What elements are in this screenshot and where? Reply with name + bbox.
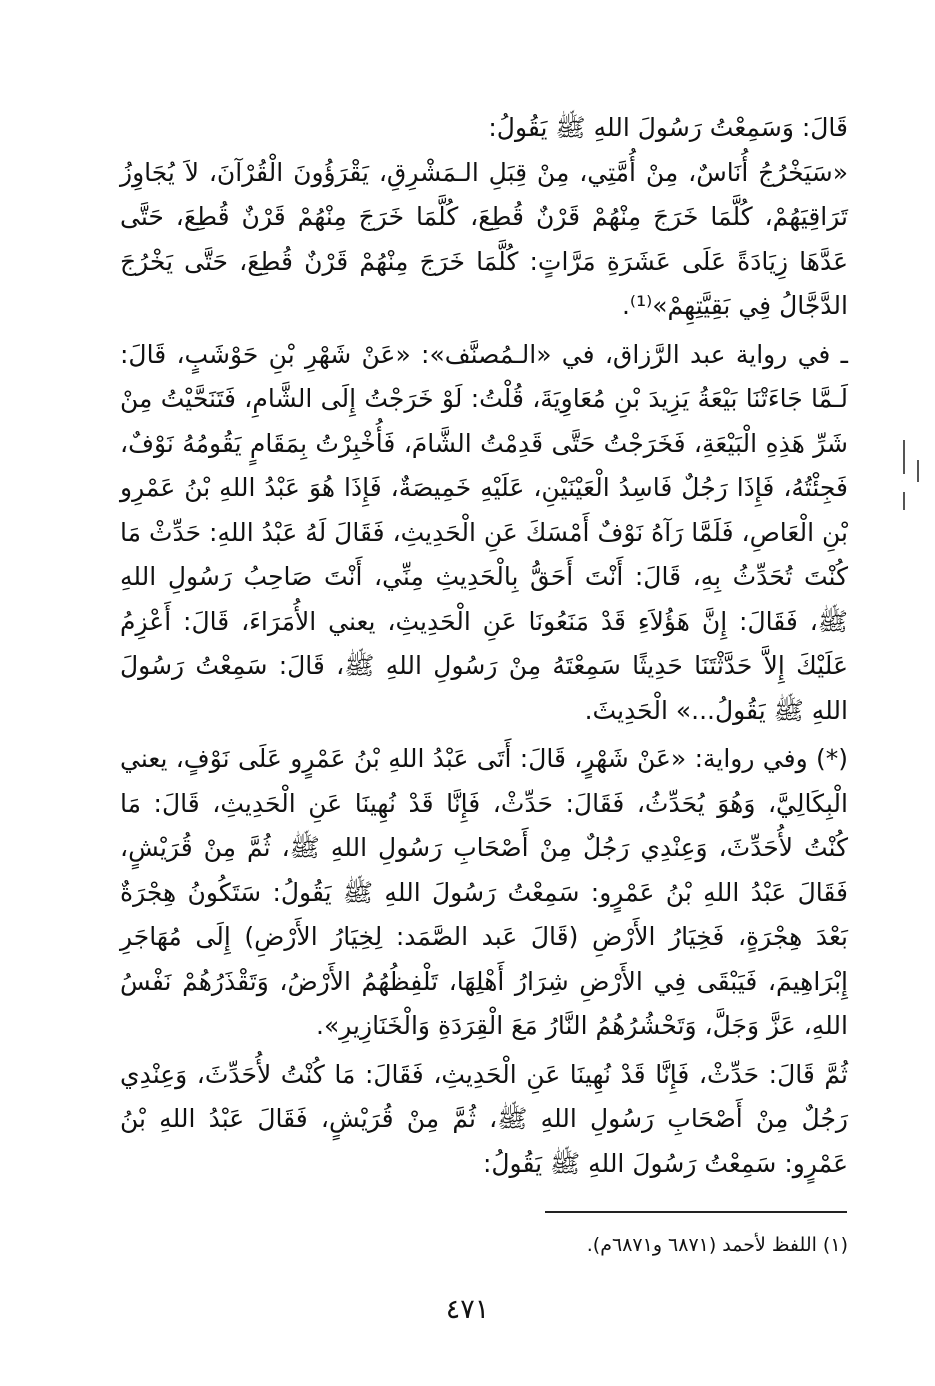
paragraph-hadith: «سَيَخْرُجُ أُنَاسٌ، مِنْ أُمَّتِي، مِنْ قِبَلِ الـمَشْرِقِ، يَقْرَؤُونَ الْقُرْآنَ، لاَ يُجَاوِزُ تَرَاقِيَهُمْ، كُلَّمَا خَرَجَ مِنْهُمْ قَرْنٌ قُطِعَ، كُلَّمَا خَرَجَ مِنْهُمْ قَرْنٌ قُطِعَ، حَتَّى عَدَّهَا زِيَادَةً عَلَى عَشَرَةِ مَرَّاتٍ: كُلَّمَا خَرَجَ مِنْهُمْ قَرْنٌ قُطِعَ، حَتَّى يَخْرُجَ الدَّجَّالُ فِي بَقِيَّتِهِمْ»⁽¹⁾. [120, 157, 848, 320]
footnote-separator [545, 1211, 847, 1213]
page-number: ٤٧١ [445, 1294, 490, 1325]
footnote: (١) اللفظ لأحمد (٦٨٧١ و٦٨٧١م). [586, 1234, 848, 1256]
main-text [120, 106, 848, 1186]
margin-marks [903, 440, 923, 520]
margin-mark [917, 460, 919, 482]
paragraph-abdurrazzaq-narration: ـ في رواية عبد الرَّزاق، في «الـمُصنَّف»: «عَنْ شَهْرِ بْنِ حَوْشَبٍ، قَالَ: لَـمَّا جَاءَتْنَا بَيْعَةُ يَزِيدَ بْنِ مُعَاوِيَةَ، قُلْتُ: لَوْ خَرَجْتُ إِلَى الشَّامِ، فَتَنَحَّيْتُ مِنْ شَرِّ هَذِهِ الْبَيْعَةِ، فَخَرَجْتُ حَتَّى قَدِمْتُ الشَّامَ، فَأُخْبِرْتُ بِمَقَامٍ يَقُومُهُ نَوْفٌ، فَجِئْتُهُ، فَإِذَا رَجُلٌ فَاسِدُ الْعَيْنَيْنِ، عَلَيْهِ خَمِيصَةٌ، فَإِذَا هُوَ عَبْدُ اللهِ بْنُ عَمْرِو بْنِ الْعَاصِ، فَلَمَّا رَآهُ نَوْفٌ أَمْسَكَ عَنِ الْحَدِيثِ، فَقَالَ لَهُ عَبْدُ اللهِ: حَدِّثْ مَا كُنْتَ تُحَدِّثُ بِهِ، قَالَ: أَنْتَ أَحَقُّ بِالْحَدِيثِ مِنِّي، أَنْتَ صَاحِبُ رَسُولِ اللهِ ﷺ، فَقَالَ: إِنَّ هَؤُلاَءِ قَدْ مَنَعُونَا عَنِ الْحَدِيثِ، يعني الأُمَرَاءَ، قَالَ: أَعْزِمُ عَلَيْكَ إِلاَّ حَدَّثْتَنَا حَدِيثًا سَمِعْتَهُ مِنْ رَسُولِ اللهِ ﷺ، قَالَ: سَمِعْتُ رَسُولَ اللهِ ﷺ يَقُولُ...» الْحَدِيثَ. [120, 339, 848, 725]
margin-mark [903, 440, 905, 474]
paragraph-another-narration: (*) وفي رواية: «عَنْ شَهْرٍ، قَالَ: أَتَى عَبْدُ اللهِ بْنُ عَمْرٍو عَلَى نَوْفٍ، يعني الْبِكَالِيَّ، وَهُوَ يُحَدِّثُ، فَقَالَ: حَدِّثْ، فَإِنَّا قَدْ نُهِينَا عَنِ الْحَدِيثِ، قَالَ: مَا كُنْتُ لأُحَدِّثَ، وَعِنْدِي رَجُلٌ مِنْ أَصْحَابِ رَسُولِ اللهِ ﷺ، ثُمَّ مِنْ قُرَيْشٍ، فَقَالَ عَبْدُ اللهِ بْنُ عَمْرٍو: سَمِعْتُ رَسُولَ اللهِ ﷺ يَقُولُ: سَتَكُونُ هِجْرَةٌ بَعْدَ هِجْرَةٍ، فَخِيَارُ الأَرْضِ (قَالَ عَبد الصَّمَد: لِخِيَارُ الأَرْضِ) إِلَى مُهَاجَرِ إِبْرَاهِيمَ، فَيَبْقَى فِي الأَرْضِ شِرَارُ أَهْلِهَا، تَلْفِظُهُمُ الأَرْضُ، وَتَقْذَرُهُمْ نَفْسُ اللهِ، عَزَّ وَجَلَّ، وَتَحْشُرُهُمُ النَّارُ مَعَ الْقِرَدَةِ وَالْخَنَازِيرِ». [120, 744, 848, 1040]
paragraph-intro: قَالَ: وَسَمِعْتُ رَسُولَ اللهِ ﷺ يَقُولُ: [488, 113, 848, 142]
margin-mark [903, 492, 905, 510]
paragraph-continuation: ثُمَّ قَالَ: حَدِّثْ، فَإِنَّا قَدْ نُهِينَا عَنِ الْحَدِيثِ، فَقَالَ: مَا كُنْتُ لأُحَدِّثَ، وَعِنْدِي رَجُلٌ مِنْ أَصْحَابِ رَسُولِ اللهِ ﷺ، ثُمَّ مِنْ قُرَيْشٍ، فَقَالَ عَبْدُ اللهِ بْنُ عَمْرٍو: سَمِعْتُ رَسُولَ اللهِ ﷺ يَقُولُ: [120, 1059, 848, 1178]
